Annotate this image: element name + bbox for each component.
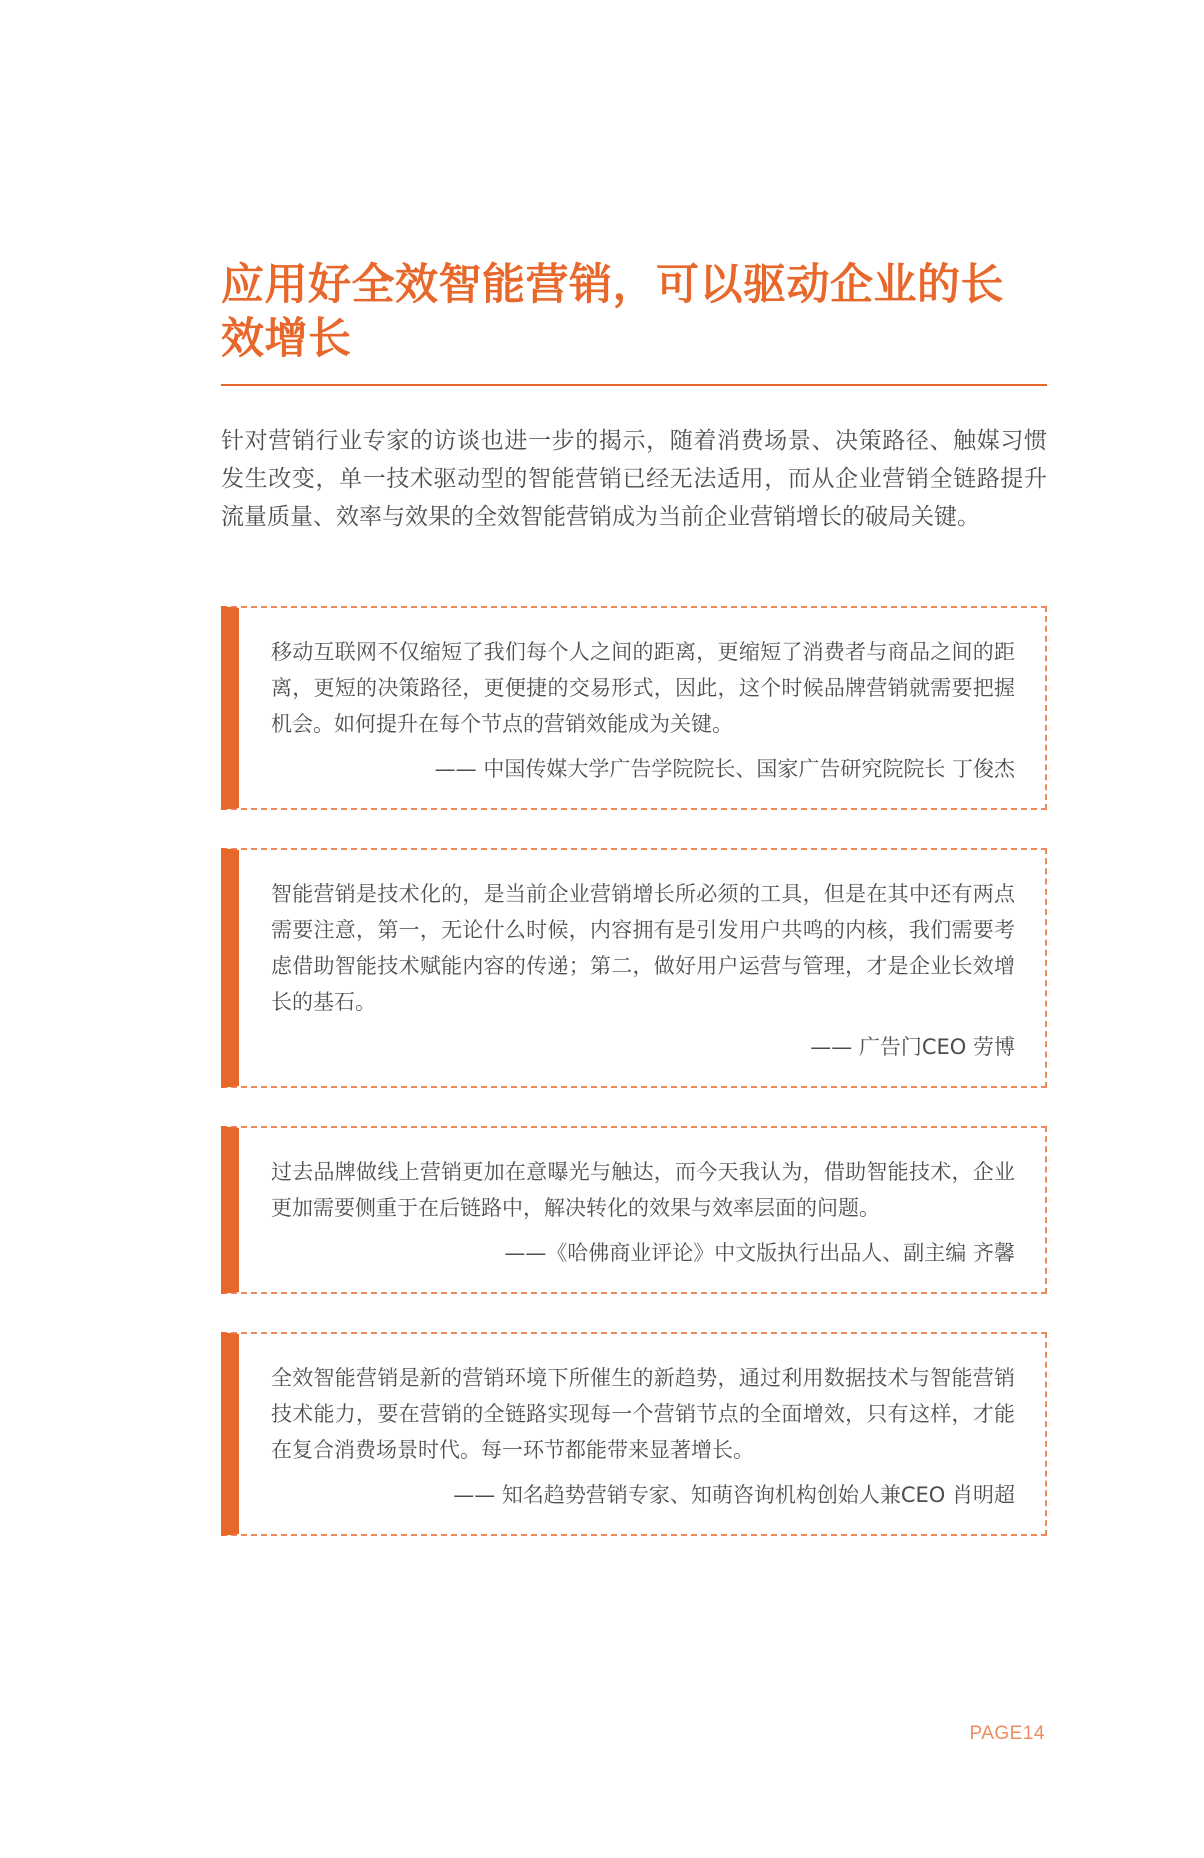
quote-card-2 — [221, 848, 1047, 1088]
quote-attribution: ——《哈佛商业评论》中文版执行出品人、副主编 齐馨 — [504, 1241, 1015, 1265]
quote-text: 过去品牌做线上营销更加在意曝光与触达，而今天我认为，借助智能技术，企业更加需要侧重于在后链路中，解决转化的效果与效率层面的问题。 — [271, 1160, 1015, 1220]
quote-card-4 — [221, 1332, 1047, 1536]
intro-paragraph: 针对营销行业专家的访谈也进一步的揭示，随着消费场景、决策路径、触媒习惯发生改变，单一技术驱动型的智能营销已经无法适用，而从企业营销全链路提升流量质量、效率与效果的全效智能营销成为当前企业营销增长的破局关键。 — [221, 428, 1047, 530]
quote-attribution: —— 中国传媒大学广告学院院长、国家广告研究院院长 丁俊杰 — [434, 757, 1015, 781]
quote-card-3 — [221, 1126, 1047, 1294]
quote-text: 智能营销是技术化的，是当前企业营销增长所必须的工具，但是在其中还有两点需要注意，第一，无论什么时候，内容拥有是引发用户共鸣的内核，我们需要考虑借助智能技术赋能内容的传递；第二，做好用户运营与管理，才是企业长效增长的基石。 — [271, 882, 1015, 1014]
page-title: 应用好全效智能营销，可以驱动企业的长效增长 — [221, 260, 1004, 364]
quote-list — [221, 606, 1047, 1536]
page-content — [221, 258, 1047, 1574]
quote-attribution: —— 广告门CEO 劳博 — [810, 1035, 1015, 1059]
page-number: PAGE14 — [969, 1723, 1045, 1744]
quote-attribution: —— 知名趋势营销专家、知萌咨询机构创始人兼CEO 肖明超 — [453, 1483, 1015, 1507]
quote-text: 全效智能营销是新的营销环境下所催生的新趋势，通过利用数据技术与智能营销技术能力，要在营销的全链路实现每一个营销节点的全面增效，只有这样，才能在复合消费场景时代。每一环节都能带来显著增长。 — [271, 1366, 1015, 1462]
quote-text: 移动互联网不仅缩短了我们每个人之间的距离，更缩短了消费者与商品之间的距离，更短的决策路径，更便捷的交易形式，因此，这个时候品牌营销就需要把握机会。如何提升在每个节点的营销效能成为关键。 — [271, 640, 1015, 736]
quote-card-1 — [221, 606, 1047, 810]
title-divider — [221, 384, 1047, 386]
